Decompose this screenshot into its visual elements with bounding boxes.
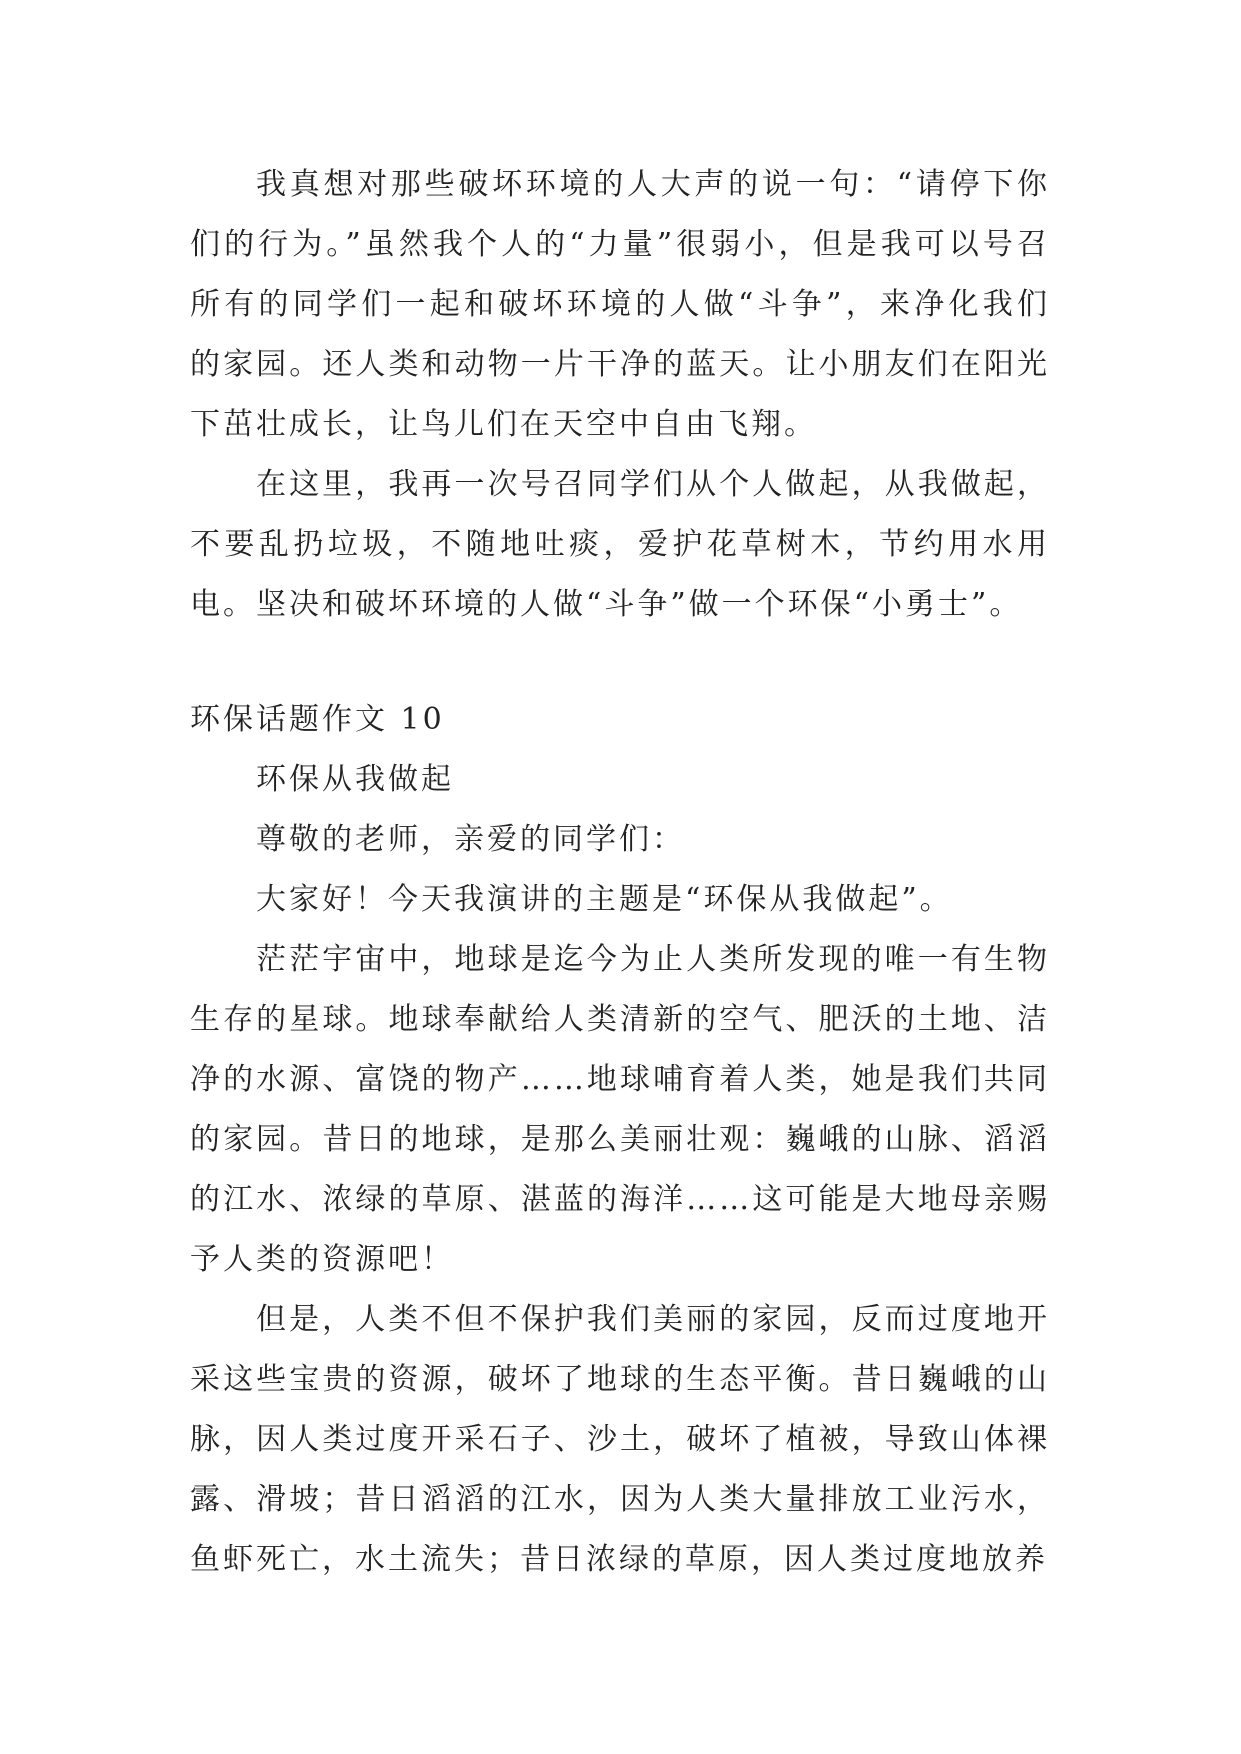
paragraph: 我真想对那些破坏环境的人大声的说一句：“请停下你们的行为。”虽然我个人的“力量”很弱小，但是我可以号召所有的同学们一起和破坏环境的人做“斗争”，来净化我们的家园。还人类和动物一片干净的蓝天。让小朋友们在阳光下茁壮成长，让鸟儿们在天空中自由飞翔。 (190, 167, 1050, 442)
paragraph: 茫茫宇宙中，地球是迄今为止人类所发现的唯一有生物生存的星球。地球奉献给人类清新的空气、肥沃的土地、洁净的水源、富饶的物产……地球哺育着人类，她是我们共同的家园。昔日的地球，是那么美丽壮观：巍峨的山脉、滔滔的江水、浓绿的草原、湛蓝的海洋……这可能是大地母亲赐予人类的资源吧！ (190, 942, 1050, 1277)
essay-heading: 环保话题作文 10 (190, 702, 445, 737)
greeting: 大家好！今天我演讲的主题是“环保从我做起”。 (256, 882, 953, 917)
essay-10 (190, 690, 1050, 1590)
paragraph: 但是，人类不但不保护我们美丽的家园，反而过度地开采这些宝贵的资源，破坏了地球的生态平衡。昔日巍峨的山脉，因人类过度开采石子、沙土，破坏了植被，导致山体裸露、滑坡；昔日滔滔的江水，因为人类大量排放工业污水，鱼虾死亡，水土流失；昔日浓绿的草原，因人类过度地放养 (190, 1302, 1050, 1577)
essay-continuation (190, 155, 1050, 635)
salutation: 尊敬的老师，亲爱的同学们： (256, 822, 685, 857)
paragraph: 在这里，我再一次号召同学们从个人做起，从我做起，不要乱扔垃圾，不随地吐痰，爱护花草树木，节约用水用电。坚决和破坏环境的人做“斗争”做一个环保“小勇士”。 (190, 467, 1050, 622)
essay-title: 环保从我做起 (256, 762, 454, 797)
